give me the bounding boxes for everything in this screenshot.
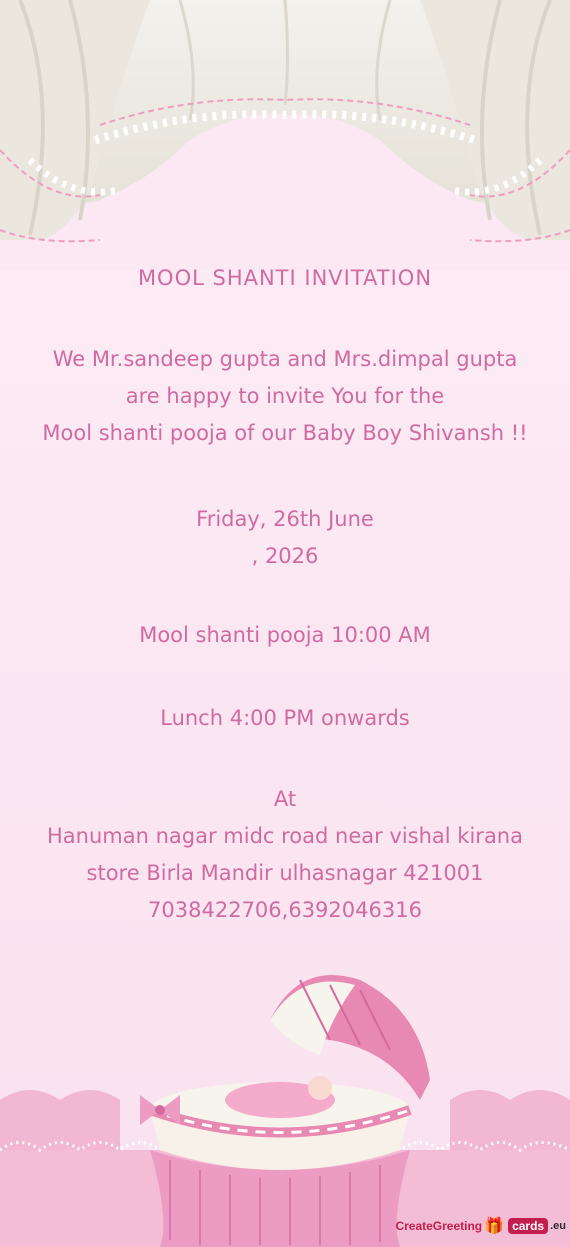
curtain-illustration	[0, 0, 570, 270]
phone-numbers: 7038422706,6392046316	[148, 898, 422, 922]
gift-icon: 🎁	[484, 1218, 505, 1235]
logo-text-cards: cards	[508, 1218, 548, 1234]
address-line: store Birla Mandir ulhasnagar 421001	[86, 861, 484, 885]
logo-text: CreateGreeting	[395, 1219, 483, 1233]
address-line: Hanuman nagar midc road near vishal kirana	[47, 824, 523, 848]
at-label: At	[273, 787, 297, 811]
invitation-intro	[20, 341, 550, 452]
intro-line: Mool shanti pooja of our Baby Boy Shivansh !!	[42, 421, 528, 445]
createGreetingcards-logo[interactable]	[395, 1211, 566, 1241]
date-line: Friday, 26th June	[196, 507, 374, 531]
intro-line: We Mr.sandeep gupta and Mrs.dimpal gupta	[52, 347, 518, 371]
baby-cradle-illustration	[0, 960, 570, 1247]
lunch-time: Lunch 4:00 PM onwards	[160, 706, 410, 730]
logo-text-eu: .eu	[550, 1220, 566, 1232]
event-date	[20, 501, 550, 575]
pooja-time: Mool shanti pooja 10:00 AM	[139, 623, 431, 647]
venue	[20, 781, 550, 929]
intro-line: are happy to invite You for the	[125, 384, 445, 408]
year-line: , 2026	[251, 544, 319, 568]
invitation-title: MOOL SHANTI INVITATION	[137, 266, 433, 290]
